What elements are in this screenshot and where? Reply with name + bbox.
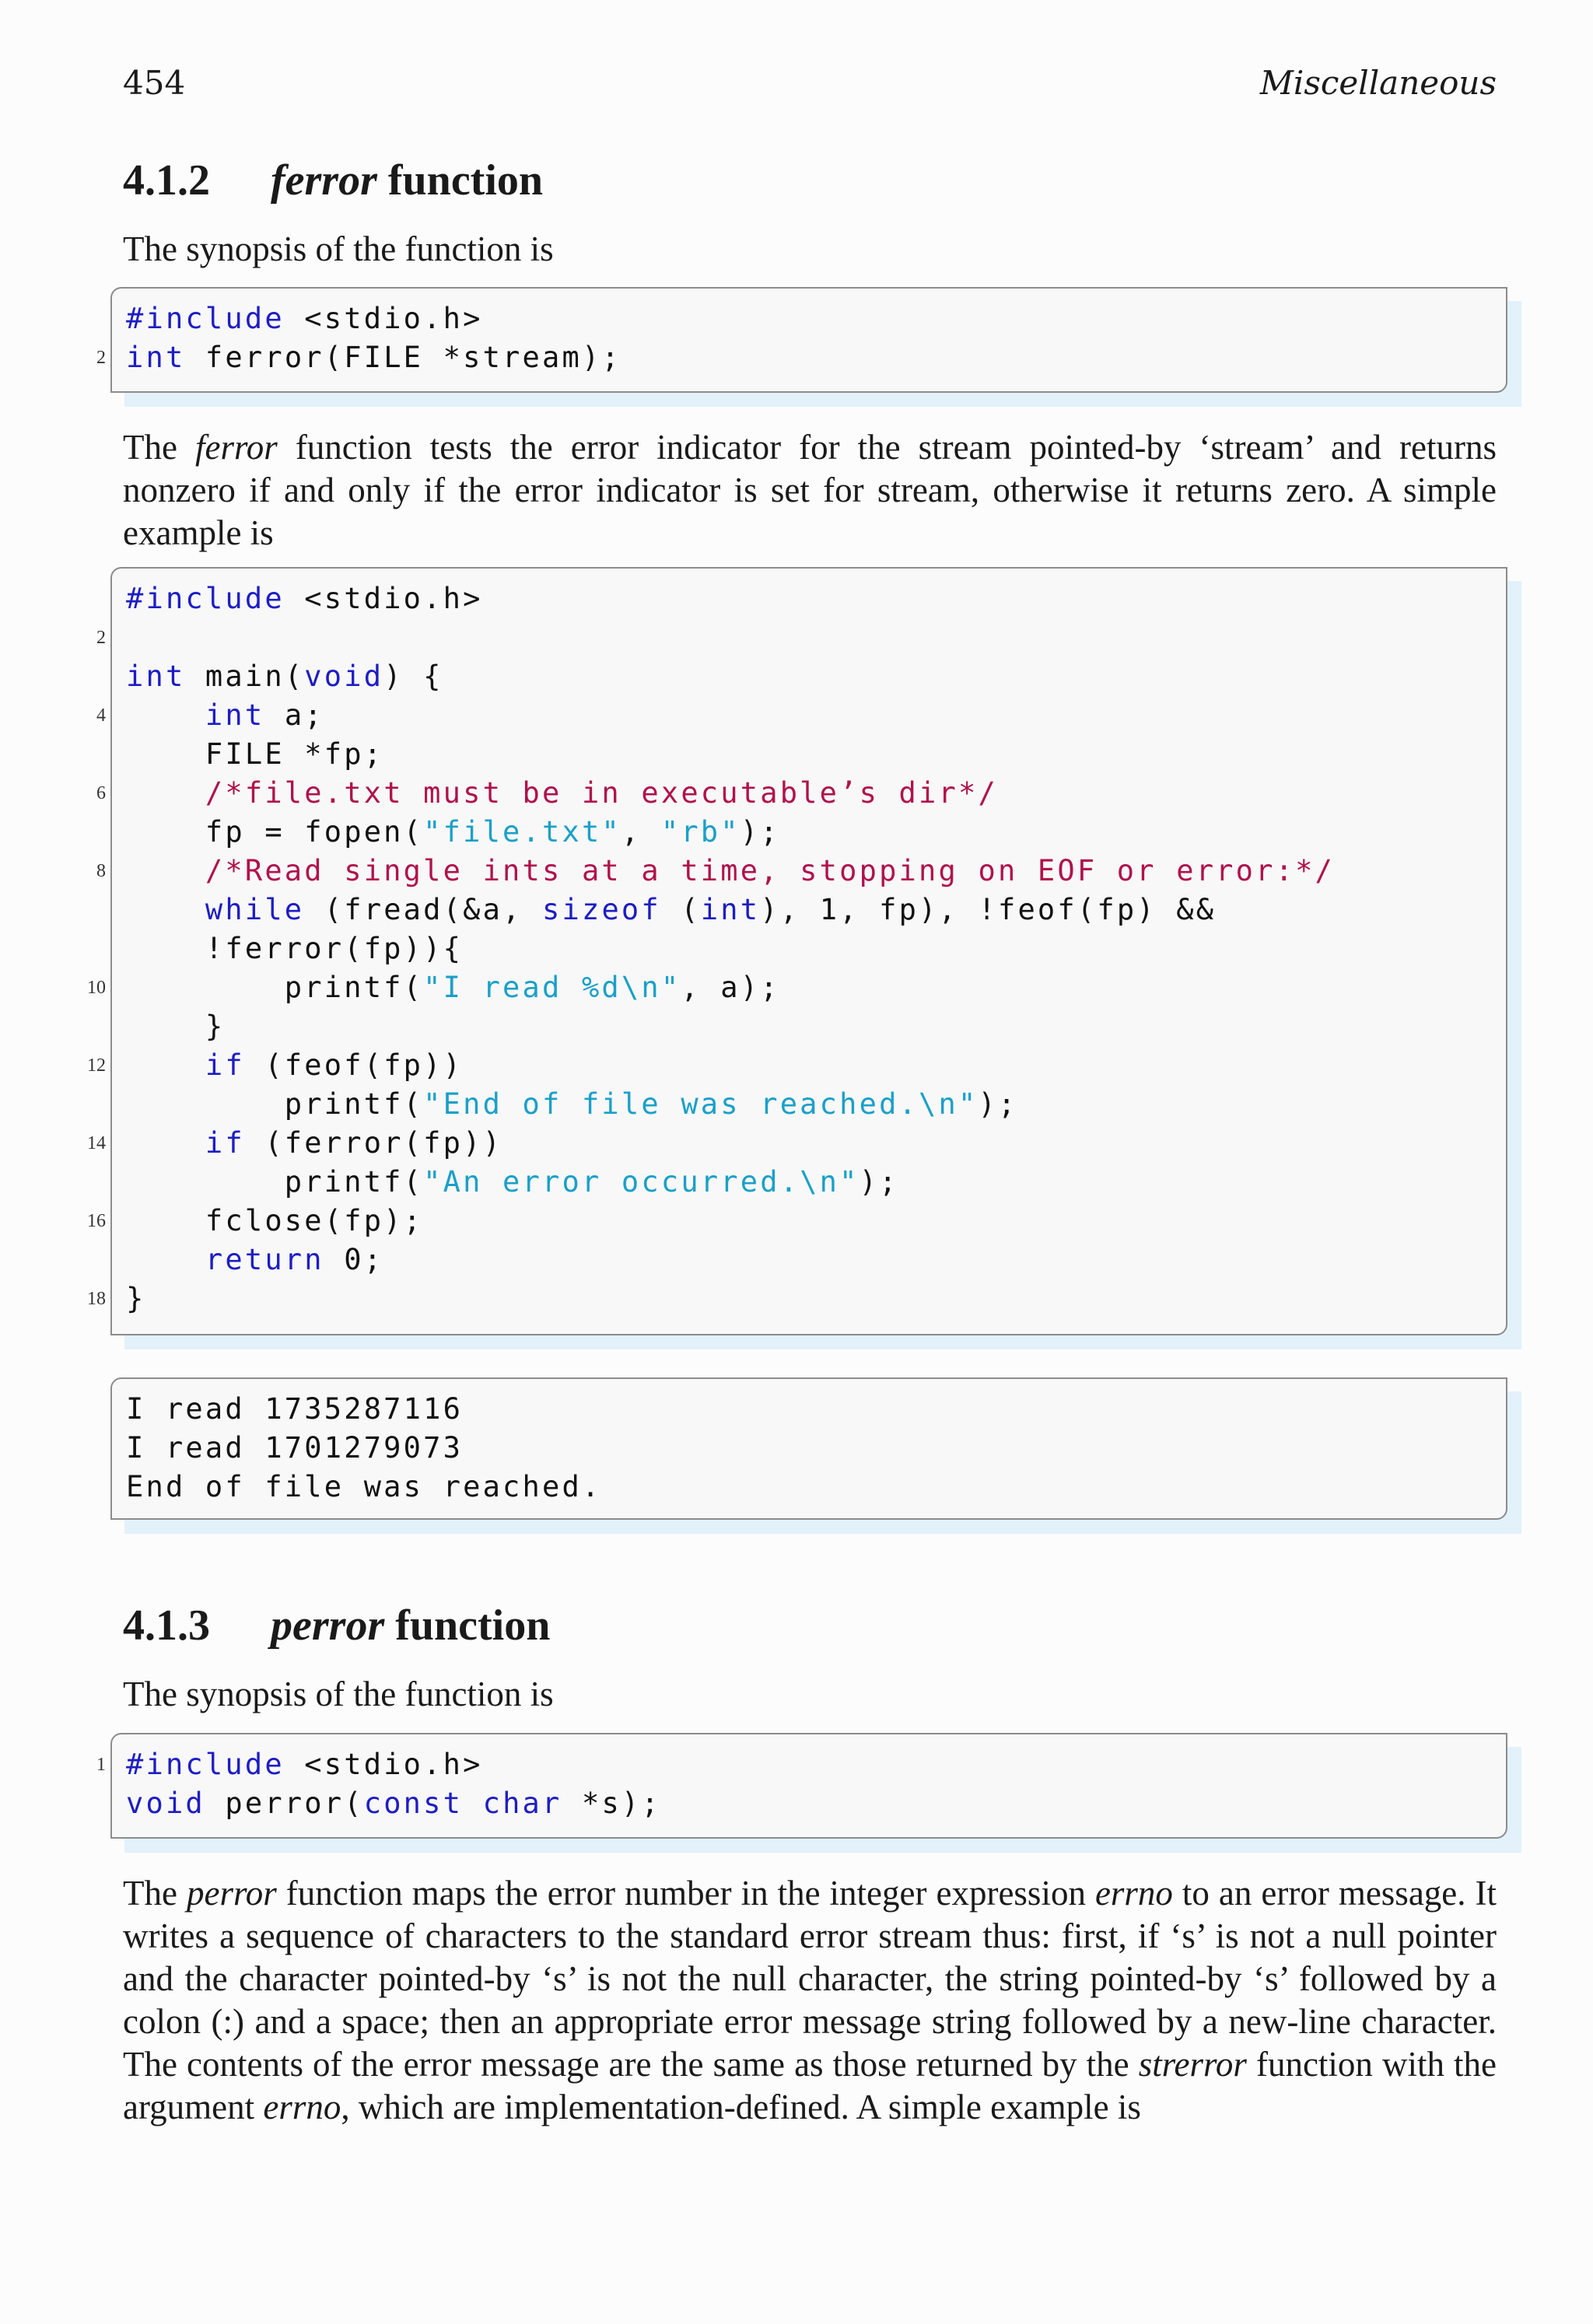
section-heading-perror xyxy=(123,1601,550,1650)
code-line xyxy=(110,891,1507,929)
code-text: /*file.txt must be in executable’s dir*/ xyxy=(205,776,998,810)
code-text: int a; xyxy=(205,698,324,732)
code-text: I read 1701279073 xyxy=(126,1431,464,1465)
code-text: int main(void) { xyxy=(126,660,443,693)
code-line xyxy=(87,1279,1507,1318)
line-number: 8 xyxy=(96,861,106,881)
code-line xyxy=(110,657,1507,696)
code-text: #include <stdio.h> xyxy=(126,582,483,615)
ferror-name-inline: ferror xyxy=(194,428,278,467)
code-line xyxy=(110,579,1507,618)
code-text: fp = fopen("file.txt", "rb"); xyxy=(126,815,780,849)
ferror-description: The ferror function tests the error indicator for the stream pointed-by ‘stream’ and returns nonzero if and only if the error indicator is set for stream, otherwise it returns zero. A simple example is xyxy=(123,428,1497,552)
code-line xyxy=(110,1468,1507,1507)
code-line xyxy=(96,696,1507,735)
code-line xyxy=(96,338,1507,377)
code-line xyxy=(96,618,1507,657)
code-text: /*Read single ints at a time, stopping on EOF or error:*/ xyxy=(205,854,1336,887)
section-heading-word: function xyxy=(387,156,544,205)
code-line xyxy=(96,852,1507,891)
line-number: 16 xyxy=(87,1211,106,1231)
page-header xyxy=(123,64,1497,110)
perror-name-inline: perror xyxy=(186,1874,277,1913)
page-number: 454 xyxy=(123,64,186,102)
strerror-inline: strerror xyxy=(1138,2045,1247,2084)
code-text: fclose(fp); xyxy=(126,1204,424,1237)
code-text: if (ferror(fp)) xyxy=(205,1126,503,1160)
line-number: 18 xyxy=(87,1289,106,1309)
code-line xyxy=(110,735,1507,774)
code-lines xyxy=(87,567,1507,1318)
code-line xyxy=(110,813,1507,852)
line-number: 12 xyxy=(87,1055,106,1076)
code-text: return 0; xyxy=(205,1243,384,1276)
output-block-ferror xyxy=(110,1377,1507,1520)
output-lines xyxy=(110,1377,1507,1507)
code-text: void perror(const char *s); xyxy=(126,1787,661,1820)
code-lines xyxy=(96,1733,1507,1823)
code-line xyxy=(110,1085,1507,1124)
code-text: !ferror(fp)){ xyxy=(126,932,464,965)
line-number: 6 xyxy=(96,783,106,803)
code-text: I read 1735287116 xyxy=(126,1392,464,1426)
section-heading-word: function xyxy=(395,1601,551,1650)
line-number: 10 xyxy=(87,978,106,998)
code-block-ferror-synopsis xyxy=(96,287,1507,393)
code-line xyxy=(110,1007,1507,1046)
code-line xyxy=(110,1241,1507,1279)
code-block-perror-synopsis xyxy=(96,1733,1507,1839)
errno-inline: errno xyxy=(263,2088,341,2126)
ferror-synopsis-intro: The synopsis of the function is xyxy=(123,229,554,268)
section-number: 4.1.2 xyxy=(123,156,210,205)
perror-description: The perror function maps the error number in the integer expression errno to an error message. It writes a sequence of characters to the standard error stream thus: first, if ‘s’ is not a null pointer and the character pointed-by ‘s’ is not the null character, the string pointed-by ‘s’ followed by a colon (:) and a space; then an appropriate error message string followed by a new-line character. The contents of the error message are the same as those returned by the strerror function with the argument errno, which are implementation-defined. A simple example is xyxy=(123,1874,1497,2126)
section-number: 4.1.3 xyxy=(123,1601,210,1650)
line-number: 14 xyxy=(87,1133,106,1153)
code-line xyxy=(87,1202,1507,1241)
code-text: FILE *fp; xyxy=(126,737,384,771)
code-block-ferror-example xyxy=(87,567,1507,1335)
code-line xyxy=(87,1046,1507,1085)
code-text: int ferror(FILE *stream); xyxy=(126,341,621,374)
code-text: End of file was reached. xyxy=(126,1470,602,1503)
code-text: } xyxy=(126,1282,146,1315)
code-text: #include <stdio.h> xyxy=(126,1748,483,1781)
code-text: printf("End of file was reached.\n"); xyxy=(126,1087,1018,1121)
code-line xyxy=(110,1390,1507,1429)
code-line xyxy=(96,1745,1507,1784)
code-lines xyxy=(96,287,1507,377)
code-line xyxy=(110,299,1507,338)
code-line xyxy=(110,1784,1507,1823)
errno-inline: errno xyxy=(1094,1874,1173,1913)
code-text: if (feof(fp)) xyxy=(205,1048,464,1082)
code-line xyxy=(87,1124,1507,1163)
line-number: 1 xyxy=(96,1755,106,1775)
section-function-name: ferror xyxy=(271,156,377,205)
section-function-name: perror xyxy=(271,1601,385,1650)
running-title: Miscellaneous xyxy=(1259,64,1497,102)
code-line xyxy=(87,968,1507,1007)
line-number: 2 xyxy=(96,348,106,368)
code-line xyxy=(110,1163,1507,1202)
code-text: #include <stdio.h> xyxy=(126,302,483,335)
code-text: printf("I read %d\n", a); xyxy=(126,971,780,1004)
section-heading-ferror xyxy=(123,156,543,205)
code-line xyxy=(110,929,1507,968)
code-text: while (fread(&a, sizeof (int), 1, fp), !feof(fp) && xyxy=(205,893,1217,926)
line-number: 2 xyxy=(96,628,106,648)
code-line xyxy=(96,774,1507,813)
code-line xyxy=(110,1429,1507,1468)
perror-synopsis-intro: The synopsis of the function is xyxy=(123,1675,554,1713)
code-text: } xyxy=(126,1010,226,1043)
code-text: printf("An error occurred.\n"); xyxy=(126,1165,899,1199)
line-number: 4 xyxy=(96,705,106,726)
